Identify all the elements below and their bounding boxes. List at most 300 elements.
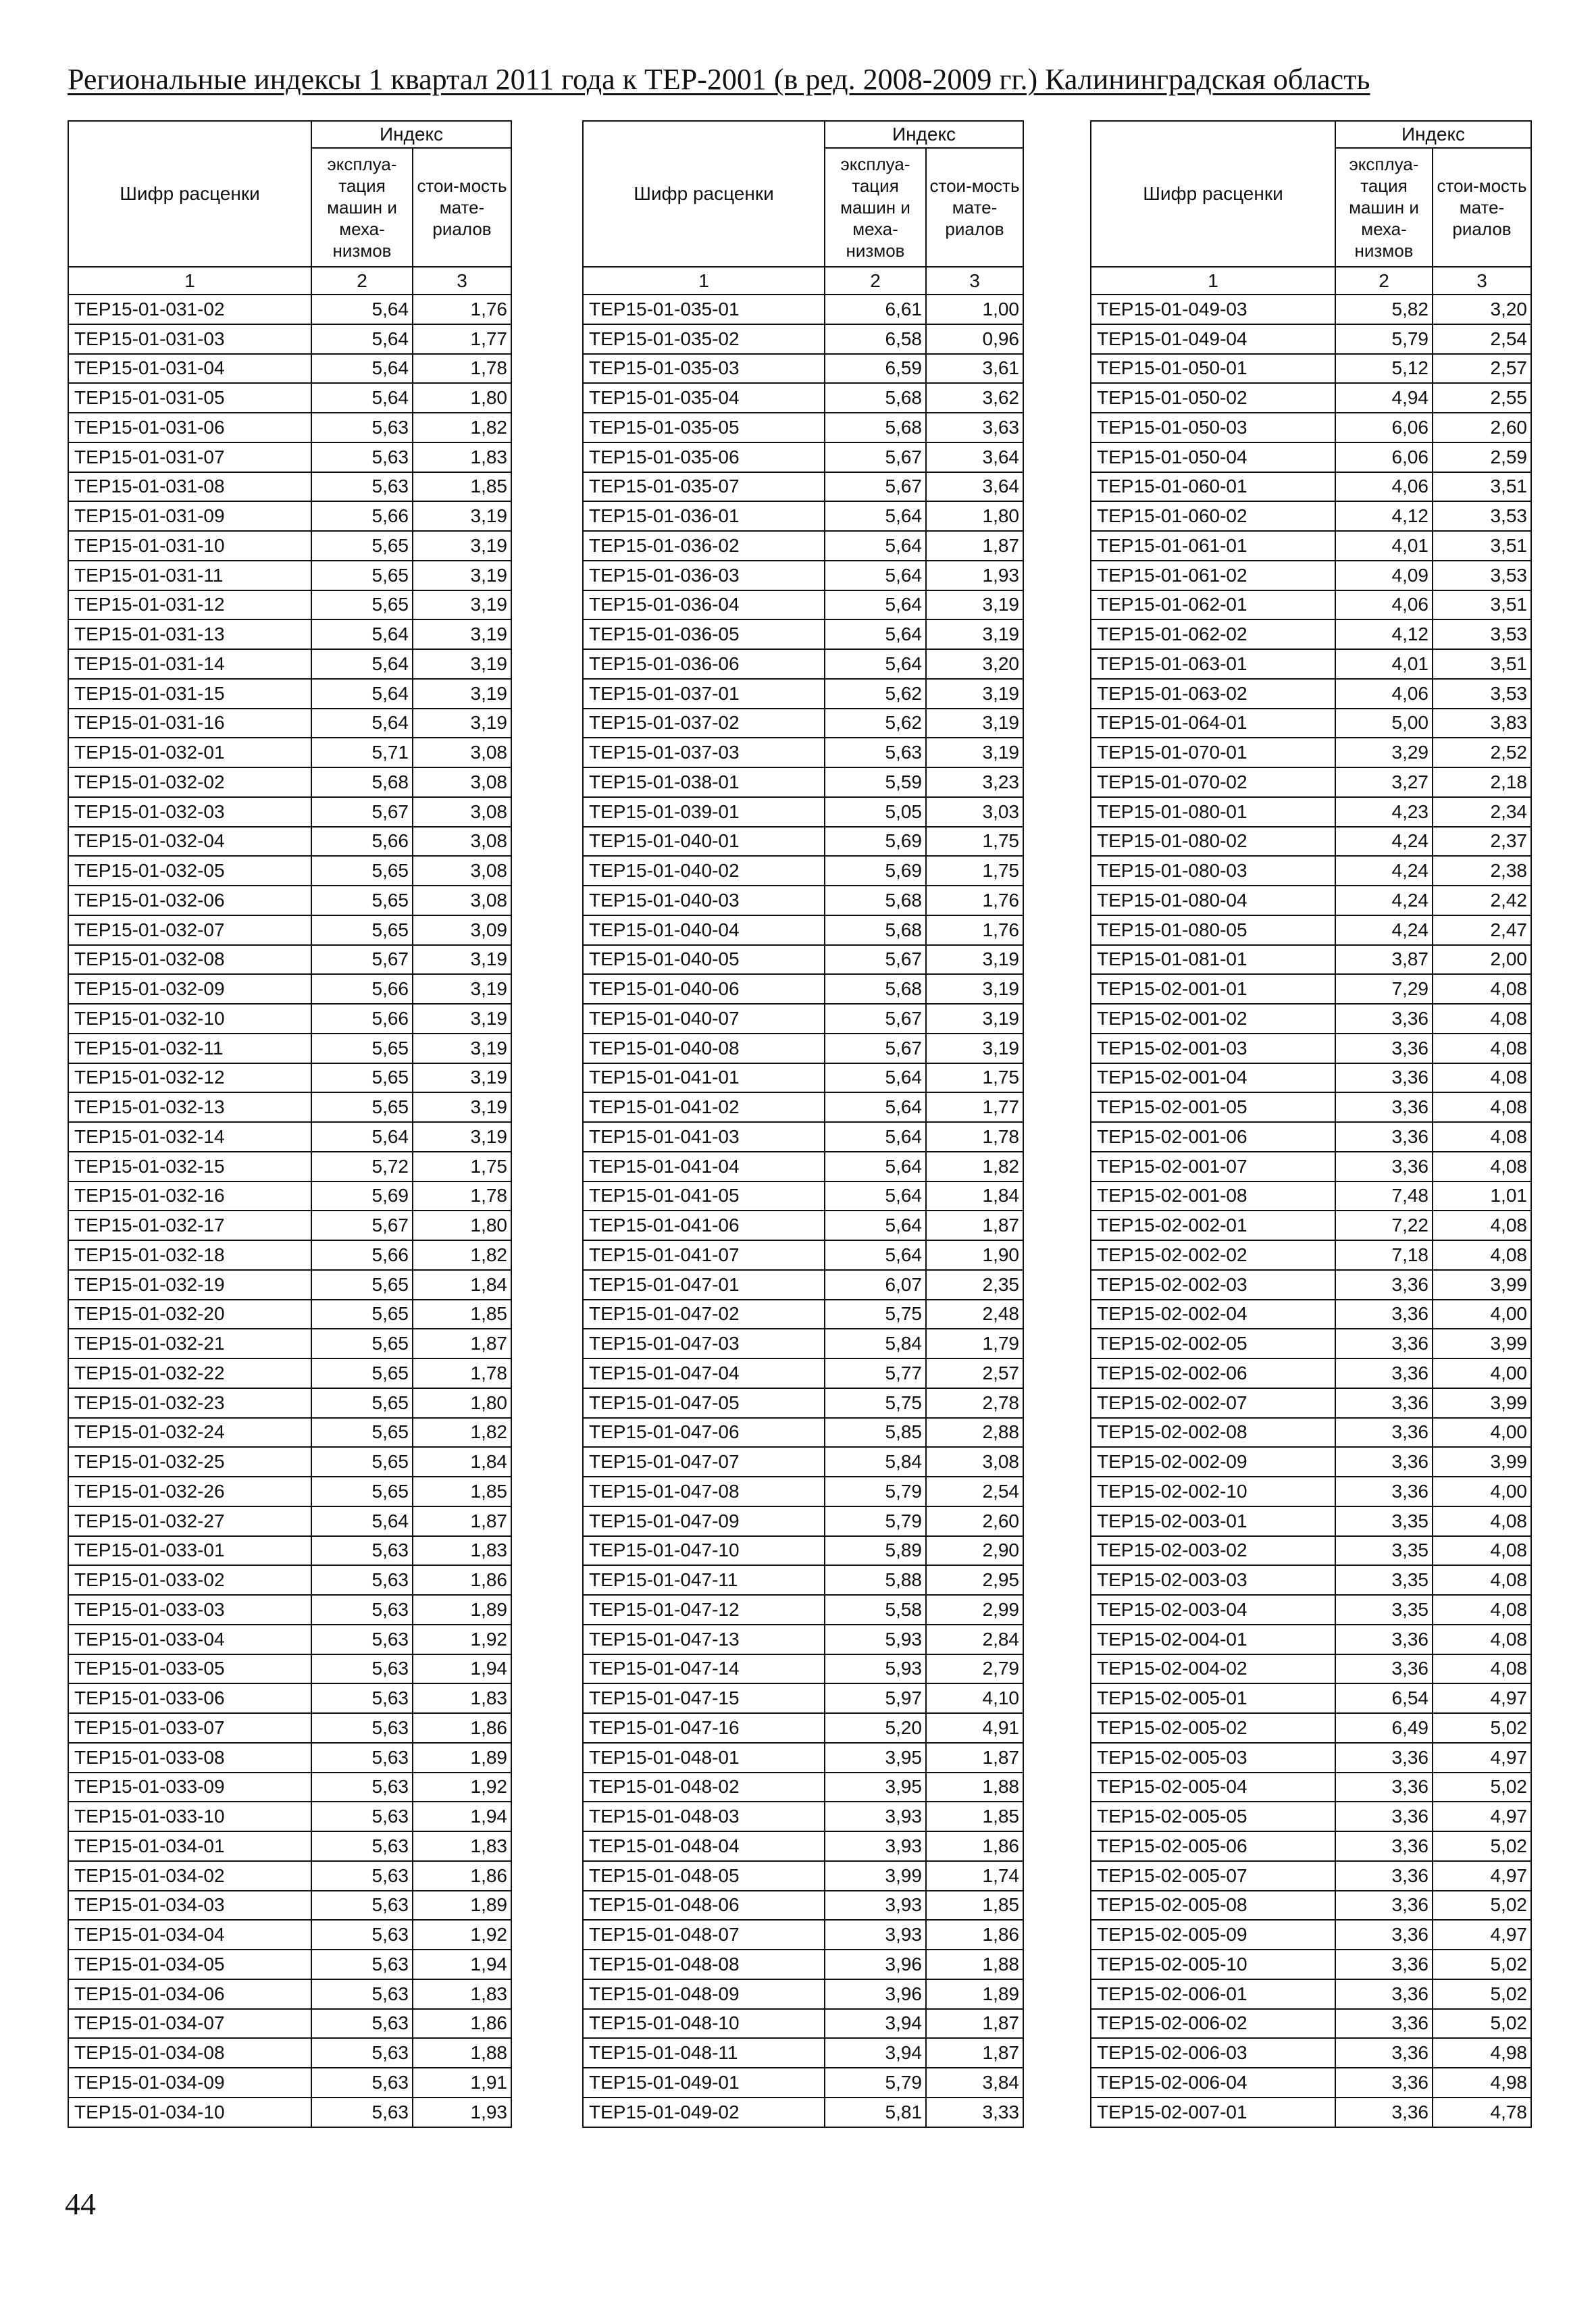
materials-index-cell: 3,20	[926, 649, 1023, 679]
materials-index-cell: 2,60	[926, 1506, 1023, 1536]
machines-index-cell: 5,63	[311, 1536, 413, 1566]
materials-index-cell: 1,87	[926, 1743, 1023, 1773]
machines-index-cell: 5,64	[825, 1240, 926, 1270]
materials-index-cell: 4,08	[1433, 1034, 1531, 1063]
machines-index-cell: 5,00	[1335, 709, 1433, 738]
machines-index-cell: 3,36	[1335, 1979, 1433, 2009]
rate-code-cell: ТЕР15-01-040-05	[583, 945, 825, 975]
rate-code-cell: ТЕР15-01-033-09	[68, 1773, 311, 1802]
machines-index-cell: 3,36	[1335, 1063, 1433, 1093]
table-row	[583, 324, 1023, 354]
rate-code-cell: ТЕР15-02-005-03	[1091, 1743, 1335, 1773]
rate-code-cell: ТЕР15-01-032-22	[68, 1358, 311, 1388]
table-row	[1091, 1063, 1531, 1093]
materials-index-cell: 3,99	[1433, 1270, 1531, 1300]
rate-code-cell: ТЕР15-01-032-21	[68, 1329, 311, 1358]
header-col-2: 2	[825, 267, 926, 295]
machines-index-cell: 3,36	[1335, 1802, 1433, 1831]
materials-index-cell: 4,08	[1433, 1565, 1531, 1595]
materials-index-cell: 1,78	[413, 1181, 511, 1211]
materials-index-cell: 3,99	[1433, 1388, 1531, 1418]
table-row	[68, 945, 511, 975]
materials-index-cell: 2,99	[926, 1595, 1023, 1625]
table-row	[583, 1004, 1023, 1034]
machines-index-cell: 3,96	[825, 1979, 926, 2009]
materials-index-cell: 1,90	[926, 1240, 1023, 1270]
materials-index-cell: 4,08	[1433, 974, 1531, 1004]
rate-code-cell: ТЕР15-02-003-02	[1091, 1536, 1335, 1566]
materials-index-cell: 4,97	[1433, 1802, 1531, 1831]
rate-code-cell: ТЕР15-02-005-06	[1091, 1831, 1335, 1861]
table-row	[1091, 501, 1531, 531]
table-row	[1091, 1891, 1531, 1921]
machines-index-cell: 3,36	[1335, 1004, 1433, 1034]
rate-code-cell: ТЕР15-01-047-11	[583, 1565, 825, 1595]
machines-index-cell: 6,06	[1335, 442, 1433, 472]
materials-index-cell: 1,75	[926, 856, 1023, 886]
machines-index-cell: 7,29	[1335, 974, 1433, 1004]
table-row	[583, 649, 1023, 679]
materials-index-cell: 1,80	[413, 383, 511, 413]
rate-code-cell: ТЕР15-01-034-02	[68, 1861, 311, 1891]
machines-index-cell: 5,66	[311, 974, 413, 1004]
table-row	[1091, 295, 1531, 324]
rate-code-cell: ТЕР15-01-041-04	[583, 1152, 825, 1181]
rate-code-cell: ТЕР15-01-032-01	[68, 738, 311, 767]
machines-index-cell: 5,65	[311, 1300, 413, 1329]
table-row	[1091, 856, 1531, 886]
rate-code-cell: ТЕР15-01-032-13	[68, 1092, 311, 1122]
materials-index-cell: 1,83	[413, 442, 511, 472]
machines-index-cell: 5,65	[311, 1329, 413, 1358]
machines-index-cell: 5,64	[311, 354, 413, 384]
rate-code-cell: ТЕР15-02-003-01	[1091, 1506, 1335, 1536]
table-row	[68, 1950, 511, 1979]
materials-index-cell: 3,19	[926, 945, 1023, 975]
table-row	[583, 1358, 1023, 1388]
rate-code-cell: ТЕР15-01-047-15	[583, 1683, 825, 1713]
table-row	[68, 1802, 511, 1831]
table-row	[583, 531, 1023, 561]
table-row	[583, 442, 1023, 472]
machines-index-cell: 5,68	[825, 974, 926, 1004]
rate-code-cell: ТЕР15-01-032-18	[68, 1240, 311, 1270]
rate-code-cell: ТЕР15-01-032-09	[68, 974, 311, 1004]
materials-index-cell: 3,62	[926, 383, 1023, 413]
materials-index-cell: 1,85	[413, 1477, 511, 1506]
materials-index-cell: 2,95	[926, 1565, 1023, 1595]
table-row	[1091, 1211, 1531, 1240]
table-row	[1091, 1358, 1531, 1388]
machines-index-cell: 5,79	[825, 2068, 926, 2098]
materials-index-cell: 1,94	[413, 1802, 511, 1831]
table-row	[68, 1300, 511, 1329]
rate-code-cell: ТЕР15-01-040-08	[583, 1034, 825, 1063]
rate-code-cell: ТЕР15-01-034-07	[68, 2009, 311, 2039]
machines-index-cell: 5,64	[825, 561, 926, 590]
rate-code-cell: ТЕР15-01-033-02	[68, 1565, 311, 1595]
machines-index-cell: 3,36	[1335, 2068, 1433, 2098]
materials-index-cell: 1,88	[926, 1950, 1023, 1979]
table-row	[1091, 1773, 1531, 1802]
table-row	[68, 1891, 511, 1921]
machines-index-cell: 5,65	[311, 531, 413, 561]
rate-code-cell: ТЕР15-01-035-02	[583, 324, 825, 354]
rate-code-cell: ТЕР15-02-001-08	[1091, 1181, 1335, 1211]
machines-index-cell: 5,64	[311, 295, 413, 324]
table-row	[583, 1565, 1023, 1595]
rate-code-cell: ТЕР15-01-048-05	[583, 1861, 825, 1891]
table-row	[68, 767, 511, 797]
table-row	[1091, 1743, 1531, 1773]
table-row	[1091, 1122, 1531, 1152]
machines-index-cell: 5,85	[825, 1418, 926, 1448]
materials-index-cell: 3,33	[926, 2098, 1023, 2127]
machines-index-cell: 5,68	[825, 413, 926, 442]
machines-index-cell: 5,63	[311, 1683, 413, 1713]
materials-index-cell: 1,92	[413, 1773, 511, 1802]
machines-index-cell: 5,66	[311, 1004, 413, 1034]
machines-index-cell: 5,81	[825, 2098, 926, 2127]
machines-index-cell: 5,69	[825, 856, 926, 886]
materials-index-cell: 1,86	[413, 1713, 511, 1743]
rate-code-cell: ТЕР15-02-005-04	[1091, 1773, 1335, 1802]
rate-code-cell: ТЕР15-01-033-04	[68, 1625, 311, 1654]
machines-index-cell: 5,63	[311, 1625, 413, 1654]
table-row	[583, 1388, 1023, 1418]
machines-index-cell: 5,66	[311, 827, 413, 857]
materials-index-cell: 3,19	[926, 619, 1023, 649]
rate-code-cell: ТЕР15-01-041-01	[583, 1063, 825, 1093]
machines-index-cell: 4,24	[1335, 915, 1433, 945]
rate-code-cell: ТЕР15-01-041-02	[583, 1092, 825, 1122]
rate-code-cell: ТЕР15-01-049-02	[583, 2098, 825, 2127]
table-row	[1091, 1092, 1531, 1122]
rate-code-cell: ТЕР15-01-032-11	[68, 1034, 311, 1063]
rate-code-cell: ТЕР15-01-081-01	[1091, 945, 1335, 975]
machines-index-cell: 5,64	[311, 324, 413, 354]
machines-index-cell: 5,64	[311, 679, 413, 709]
rate-code-cell: ТЕР15-02-001-07	[1091, 1152, 1335, 1181]
machines-index-cell: 6,07	[825, 1270, 926, 1300]
materials-index-cell: 1,88	[926, 1773, 1023, 1802]
materials-index-cell: 3,19	[413, 561, 511, 590]
materials-index-cell: 4,08	[1433, 1240, 1531, 1270]
table-row	[1091, 1595, 1531, 1625]
table-body	[583, 295, 1023, 2127]
materials-index-cell: 1,87	[926, 2009, 1023, 2039]
table-row	[1091, 1920, 1531, 1950]
table-row	[68, 827, 511, 857]
table-row	[583, 856, 1023, 886]
machines-index-cell: 5,84	[825, 1329, 926, 1358]
machines-index-cell: 4,24	[1335, 827, 1433, 857]
rate-code-cell: ТЕР15-01-040-04	[583, 915, 825, 945]
machines-index-cell: 3,36	[1335, 1654, 1433, 1684]
rate-code-cell: ТЕР15-01-032-06	[68, 886, 311, 915]
header-machines: эксплуа-тация машин и меха-низмов	[311, 148, 413, 267]
machines-index-cell: 3,36	[1335, 1152, 1433, 1181]
rate-code-cell: ТЕР15-02-005-08	[1091, 1891, 1335, 1921]
machines-index-cell: 6,49	[1335, 1713, 1433, 1743]
rate-code-cell: ТЕР15-01-031-12	[68, 590, 311, 620]
materials-index-cell: 1,93	[926, 561, 1023, 590]
table-row	[1091, 915, 1531, 945]
materials-index-cell: 3,08	[413, 856, 511, 886]
rate-code-cell: ТЕР15-01-047-16	[583, 1713, 825, 1743]
materials-index-cell: 4,08	[1433, 1506, 1531, 1536]
machines-index-cell: 4,23	[1335, 797, 1433, 827]
header-machines: эксплуа-тация машин и меха-низмов	[1335, 148, 1433, 267]
machines-index-cell: 3,36	[1335, 2098, 1433, 2127]
rate-code-cell: ТЕР15-01-080-03	[1091, 856, 1335, 886]
table-row	[1091, 324, 1531, 354]
table-row	[68, 619, 511, 649]
materials-index-cell: 3,84	[926, 2068, 1023, 2098]
machines-index-cell: 5,64	[825, 619, 926, 649]
rate-code-cell: ТЕР15-01-047-06	[583, 1418, 825, 1448]
materials-index-cell: 4,08	[1433, 1063, 1531, 1093]
materials-index-cell: 5,02	[1433, 1831, 1531, 1861]
rate-code-cell: ТЕР15-02-001-02	[1091, 1004, 1335, 1034]
machines-index-cell: 5,68	[825, 915, 926, 945]
machines-index-cell: 5,63	[311, 1743, 413, 1773]
table-row	[68, 1034, 511, 1063]
rate-code-cell: ТЕР15-01-039-01	[583, 797, 825, 827]
rate-code-cell: ТЕР15-02-001-05	[1091, 1092, 1335, 1122]
table-row	[1091, 945, 1531, 975]
rate-code-cell: ТЕР15-02-002-03	[1091, 1270, 1335, 1300]
materials-index-cell: 1,74	[926, 1861, 1023, 1891]
machines-index-cell: 3,36	[1335, 1950, 1433, 1979]
table-row	[68, 354, 511, 384]
materials-index-cell: 1,94	[413, 1950, 511, 1979]
rate-code-cell: ТЕР15-01-041-06	[583, 1211, 825, 1240]
materials-index-cell: 1,00	[926, 295, 1023, 324]
header-col-3: 3	[413, 267, 511, 295]
materials-index-cell: 3,19	[926, 738, 1023, 767]
rate-code-cell: ТЕР15-02-006-02	[1091, 2009, 1335, 2039]
table-row	[1091, 1329, 1531, 1358]
rate-code-cell: ТЕР15-01-040-06	[583, 974, 825, 1004]
materials-index-cell: 1,76	[413, 295, 511, 324]
machines-index-cell: 5,64	[825, 531, 926, 561]
table-row	[583, 1034, 1023, 1063]
machines-index-cell: 3,95	[825, 1743, 926, 1773]
rate-code-cell: ТЕР15-02-004-01	[1091, 1625, 1335, 1654]
page-number: 44	[65, 2187, 96, 2221]
materials-index-cell: 2,38	[1433, 856, 1531, 886]
materials-index-cell: 3,19	[413, 679, 511, 709]
rate-code-cell: ТЕР15-02-003-03	[1091, 1565, 1335, 1595]
materials-index-cell: 1,77	[413, 324, 511, 354]
rate-code-cell: ТЕР15-01-036-01	[583, 501, 825, 531]
rate-code-cell: ТЕР15-01-031-08	[68, 472, 311, 502]
machines-index-cell: 5,82	[1335, 295, 1433, 324]
materials-index-cell: 1,89	[413, 1595, 511, 1625]
rate-code-cell: ТЕР15-01-031-16	[68, 709, 311, 738]
rate-code-cell: ТЕР15-01-062-01	[1091, 590, 1335, 620]
machines-index-cell: 5,64	[311, 1122, 413, 1152]
materials-index-cell: 1,82	[413, 1240, 511, 1270]
materials-index-cell: 3,03	[926, 797, 1023, 827]
materials-index-cell: 5,02	[1433, 1891, 1531, 1921]
materials-index-cell: 3,51	[1433, 649, 1531, 679]
machines-index-cell: 3,36	[1335, 1773, 1433, 1802]
table-row	[583, 1270, 1023, 1300]
table-row	[1091, 1240, 1531, 1270]
materials-index-cell: 1,87	[413, 1506, 511, 1536]
rate-code-cell: ТЕР15-02-006-03	[1091, 2038, 1335, 2068]
rate-code-cell: ТЕР15-02-005-10	[1091, 1950, 1335, 1979]
rate-code-cell: ТЕР15-01-032-15	[68, 1152, 311, 1181]
machines-index-cell: 3,27	[1335, 767, 1433, 797]
machines-index-cell: 5,77	[825, 1358, 926, 1388]
rate-code-cell: ТЕР15-01-047-08	[583, 1477, 825, 1506]
rate-code-cell: ТЕР15-01-036-04	[583, 590, 825, 620]
materials-index-cell: 3,08	[413, 767, 511, 797]
machines-index-cell: 5,63	[311, 2098, 413, 2127]
rate-code-cell: ТЕР15-01-036-03	[583, 561, 825, 590]
materials-index-cell: 2,42	[1433, 886, 1531, 915]
table-row	[1091, 1181, 1531, 1211]
materials-index-cell: 1,86	[413, 1565, 511, 1595]
table-row	[1091, 413, 1531, 442]
rate-code-cell: ТЕР15-01-032-02	[68, 767, 311, 797]
machines-index-cell: 5,64	[311, 1506, 413, 1536]
table-row	[1091, 2098, 1531, 2127]
materials-index-cell: 3,19	[926, 1004, 1023, 1034]
rate-code-cell: ТЕР15-01-080-05	[1091, 915, 1335, 945]
machines-index-cell: 5,75	[825, 1300, 926, 1329]
materials-index-cell: 1,89	[413, 1743, 511, 1773]
header-col-1: 1	[583, 267, 825, 295]
rate-code-cell: ТЕР15-01-031-04	[68, 354, 311, 384]
materials-index-cell: 1,84	[413, 1447, 511, 1477]
materials-index-cell: 3,19	[413, 709, 511, 738]
rate-code-cell: ТЕР15-01-033-03	[68, 1595, 311, 1625]
rate-code-cell: ТЕР15-01-032-03	[68, 797, 311, 827]
rate-code-cell: ТЕР15-01-036-05	[583, 619, 825, 649]
table-row	[68, 886, 511, 915]
rate-code-cell: ТЕР15-01-031-09	[68, 501, 311, 531]
rate-code-cell: ТЕР15-01-034-10	[68, 2098, 311, 2127]
rate-code-cell: ТЕР15-01-047-04	[583, 1358, 825, 1388]
rate-code-cell: ТЕР15-01-063-01	[1091, 649, 1335, 679]
machines-index-cell: 5,93	[825, 1654, 926, 1684]
machines-index-cell: 5,59	[825, 767, 926, 797]
machines-index-cell: 5,58	[825, 1595, 926, 1625]
machines-index-cell: 4,06	[1335, 472, 1433, 502]
machines-index-cell: 5,68	[825, 383, 926, 413]
table-row	[583, 1211, 1023, 1240]
machines-index-cell: 5,79	[825, 1506, 926, 1536]
machines-index-cell: 5,67	[825, 945, 926, 975]
rate-code-cell: ТЕР15-01-061-02	[1091, 561, 1335, 590]
machines-index-cell: 5,63	[311, 1773, 413, 1802]
materials-index-cell: 4,00	[1433, 1418, 1531, 1448]
machines-index-cell: 3,29	[1335, 738, 1433, 767]
materials-index-cell: 2,18	[1433, 767, 1531, 797]
machines-index-cell: 5,69	[311, 1181, 413, 1211]
machines-index-cell: 5,65	[311, 1063, 413, 1093]
table-row	[1091, 561, 1531, 590]
rate-code-cell: ТЕР15-01-031-03	[68, 324, 311, 354]
rate-code-cell: ТЕР15-01-037-03	[583, 738, 825, 767]
materials-index-cell: 3,19	[926, 590, 1023, 620]
machines-index-cell: 3,36	[1335, 2038, 1433, 2068]
machines-index-cell: 5,64	[825, 1181, 926, 1211]
header-materials: стои-мость мате-риалов	[926, 148, 1023, 267]
rate-code-cell: ТЕР15-02-003-04	[1091, 1595, 1335, 1625]
table-row	[68, 709, 511, 738]
materials-index-cell: 2,54	[1433, 324, 1531, 354]
machines-index-cell: 5,63	[311, 2068, 413, 2098]
table-row	[1091, 1713, 1531, 1743]
materials-index-cell: 3,19	[413, 501, 511, 531]
materials-index-cell: 1,82	[413, 413, 511, 442]
machines-index-cell: 5,64	[825, 1122, 926, 1152]
machines-index-cell: 7,22	[1335, 1211, 1433, 1240]
materials-index-cell: 2,35	[926, 1270, 1023, 1300]
rate-code-cell: ТЕР15-02-005-07	[1091, 1861, 1335, 1891]
table-row	[68, 501, 511, 531]
materials-index-cell: 2,90	[926, 1536, 1023, 1566]
rate-code-cell: ТЕР15-01-080-04	[1091, 886, 1335, 915]
machines-index-cell: 7,18	[1335, 1240, 1433, 1270]
materials-index-cell: 3,51	[1433, 531, 1531, 561]
rate-code-cell: ТЕР15-01-034-08	[68, 2038, 311, 2068]
materials-index-cell: 4,08	[1433, 1595, 1531, 1625]
machines-index-cell: 5,65	[311, 1388, 413, 1418]
materials-index-cell: 3,61	[926, 354, 1023, 384]
materials-index-cell: 1,85	[413, 1300, 511, 1329]
machines-index-cell: 5,63	[825, 738, 926, 767]
materials-index-cell: 4,08	[1433, 1092, 1531, 1122]
machines-index-cell: 3,94	[825, 2038, 926, 2068]
table-row	[1091, 531, 1531, 561]
table-row	[68, 2068, 511, 2098]
table-row	[68, 1625, 511, 1654]
materials-index-cell: 3,09	[413, 915, 511, 945]
materials-index-cell: 1,85	[413, 472, 511, 502]
machines-index-cell: 5,63	[311, 472, 413, 502]
rate-code-cell: ТЕР15-01-032-07	[68, 915, 311, 945]
rate-code-cell: ТЕР15-01-033-01	[68, 1536, 311, 1566]
table-row	[68, 1329, 511, 1358]
header-code: Шифр расценки	[68, 121, 311, 267]
table-row	[1091, 354, 1531, 384]
table-row	[68, 1565, 511, 1595]
table-row	[583, 1240, 1023, 1270]
rate-code-cell: ТЕР15-01-032-25	[68, 1447, 311, 1477]
machines-index-cell: 3,36	[1335, 1743, 1433, 1773]
machines-index-cell: 5,65	[311, 915, 413, 945]
table-row	[583, 1831, 1023, 1861]
table-row	[1091, 1979, 1531, 2009]
machines-index-cell: 3,93	[825, 1831, 926, 1861]
rate-code-cell: ТЕР15-01-040-07	[583, 1004, 825, 1034]
machines-index-cell: 5,65	[311, 1270, 413, 1300]
rate-code-cell: ТЕР15-01-035-04	[583, 383, 825, 413]
machines-index-cell: 5,67	[825, 442, 926, 472]
materials-index-cell: 3,08	[413, 738, 511, 767]
table-row	[68, 1477, 511, 1506]
table-row	[68, 738, 511, 767]
materials-index-cell: 1,91	[413, 2068, 511, 2098]
table-row	[68, 915, 511, 945]
materials-index-cell: 4,10	[926, 1683, 1023, 1713]
